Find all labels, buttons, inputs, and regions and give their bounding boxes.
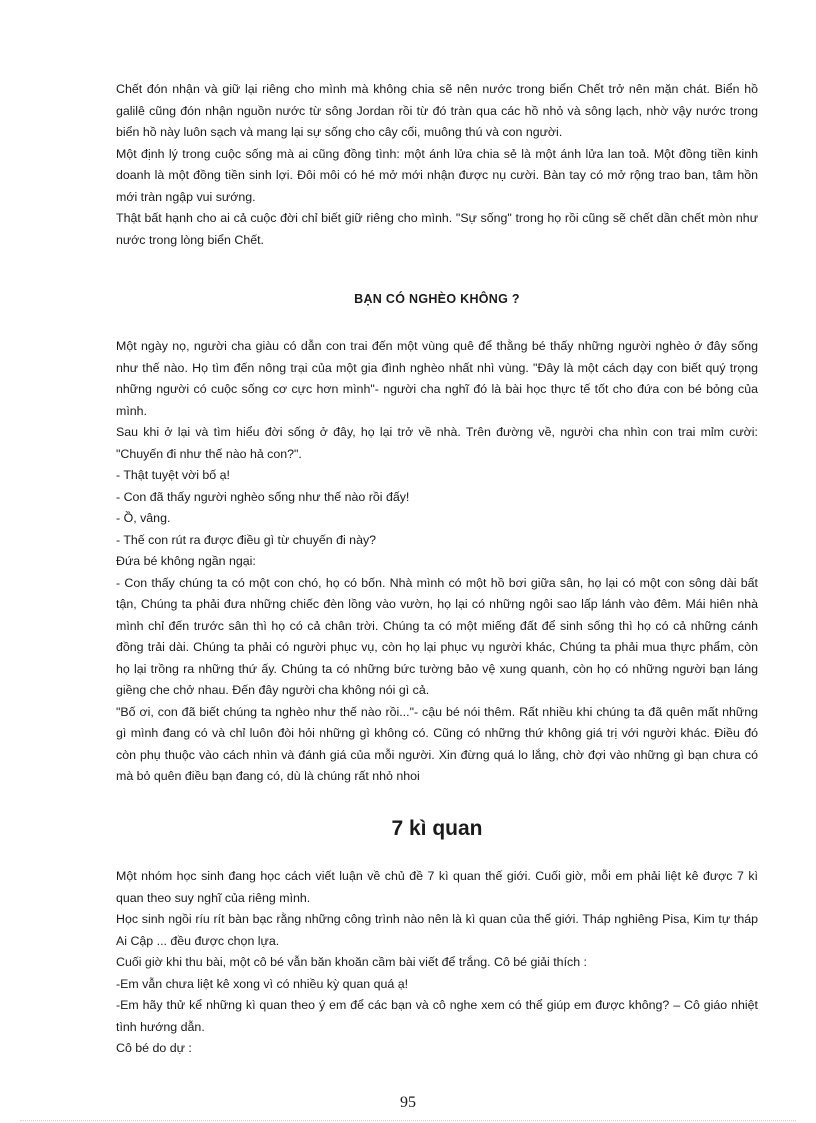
dialogue-line: - Thật tuyệt vời bố ạ! — [116, 468, 230, 482]
dialogue-line: - Thế con rút ra được điều gì từ chuyến đi này? — [116, 532, 377, 547]
paragraph: Chết đón nhận và giữ lại riêng cho mình mà không chia sẽ nên nước trong biển Chết trở nên mặn chát. Biển hồ galilê cũng đón nhận nguồn nước từ sông Jordan rồi từ đó tràn qua các hồ nhỏ và sông lạch, nhờ vậy nước trong biển hồ này luôn sạch và mang lại sự sống cho cây cối, muông thú và con người. — [116, 82, 758, 139]
paragraph: Một nhóm học sinh đang học cách viết luận về chủ đề 7 kì quan thế giới. Cuối giờ, mỗi em phải liệt kê được 7 kì quan theo suy nghĩ của riêng mình. — [116, 869, 758, 905]
section-title-are-you-poor: BẠN CÓ NGHÈO KHÔNG ? — [354, 292, 520, 306]
section-dead-sea-text — [116, 79, 758, 251]
dialogue-line: - Ồ, vâng. — [116, 511, 171, 525]
paragraph: "Bố ơi, con đã biết chúng ta nghèo như thế nào rồi..."- cậu bé nói thêm. Rất nhiều khi chúng ta đã quên mất những gì mình đang có và chỉ luôn đòi hỏi những gì không có. Cũng có những thứ không giá trị với người khác. Điều đó còn phụ thuộc vào cách nhìn và đánh giá của mỗi người. Xin đừng quá lo lắng, chờ đợi vào những gì bạn chưa có mà bỏ quên điều bạn đang có, dù là chúng rất nhỏ nhoi — [116, 704, 758, 783]
paragraph: Một định lý trong cuộc sống mà ai cũng đồng tình: một ánh lửa chia sẻ là một ánh lửa lan toả. Một đồng tiền kinh doanh là một đồng tiền sinh lợi. Đôi môi có hé mở mới nhận được nụ cười. Bàn tay có mở rộng trao ban, tâm hồn mới tràn ngập vui sướng. — [116, 146, 758, 204]
footer-divider — [20, 1120, 796, 1121]
page-number: 95 — [400, 1094, 416, 1111]
section-seven-wonders-text — [116, 866, 758, 1060]
paragraph: Cô bé do dự : — [116, 1041, 192, 1055]
paragraph: Cuối giờ khi thu bài, một cô bé vẫn băn khoăn cầm bài viết để trắng. Cô bé giải thích : — [116, 955, 587, 969]
section-title-seven-wonders: 7 kì quan — [391, 817, 483, 840]
section-are-you-poor-text — [116, 336, 758, 788]
dialogue-line: -Em vẫn chưa liệt kê xong vì có nhiều kỳ quan quá ạ! — [116, 976, 409, 991]
dialogue-line: -Em hãy thử kể những kì quan theo ý em để các bạn và cô nghe xem có thể giúp em được không? – Cô giáo nhiệt tình hướng dẫn. — [116, 998, 758, 1034]
paragraph: Thật bất hạnh cho ai cả cuộc đời chỉ biết giữ riêng cho mình. "Sự sống" trong họ rồi cũng sẽ chết dần chết mòn như nước trong lòng biển Chết. — [116, 211, 758, 247]
paragraph: - Con thấy chúng ta có một con chó, họ có bốn. Nhà mình có một hồ bơi giữa sân, họ lại có một con sông dài bất tận, Chúng ta phải đưa những chiếc đèn lồng vào vườn, họ lại có những ngôi sao lấp lánh vào đêm. Mái hiên nhà mình chỉ đến trước sân thì họ có cả chân trời. Chúng ta có một miếng đất để sinh sống thì họ có cả những cánh đồng trải dài. Chúng ta phải có người phục vụ, còn họ lại phục vụ người khác, Chúng ta phải mua thực phẩm, còn họ lại trồng ra những thứ ấy. Chúng ta có những bức tường bảo vệ xung quanh, còn họ có những người bạn láng giềng che chở nhau. Đến đây người cha không nói gì cả. — [116, 575, 758, 697]
paragraph: Sau khi ở lại và tìm hiểu đời sống ở đây, họ lại trở về nhà. Trên đường về, người cha nhìn con trai mỉm cười: "Chuyến đi như thế nào hả con?". — [116, 425, 758, 461]
paragraph: Một ngày nọ, người cha giàu có dẫn con trai đến một vùng quê để thằng bé thấy những người nghèo ở đây sống như thế nào. Họ tìm đến nông trại của một gia đình nghèo nhất nhì vùng. "Đây là một cách dạy con biết quý trọng những người có cuộc sống cơ cực hơn mình"- người cha nghĩ đó là bài học thực tế tốt cho đứa con bé bỏng của mình. — [116, 339, 758, 418]
dialogue-line: - Con đã thấy người nghèo sống như thế nào rồi đấy! — [116, 489, 410, 504]
paragraph: Đứa bé không ngần ngại: — [116, 554, 256, 568]
paragraph: Học sinh ngồi ríu rít bàn bạc rằng những công trình nào nên là kì quan của thế giới. Tháp nghiêng Pisa, Kim tự tháp Ai Cập ... đều được chọn lựa. — [116, 912, 758, 948]
